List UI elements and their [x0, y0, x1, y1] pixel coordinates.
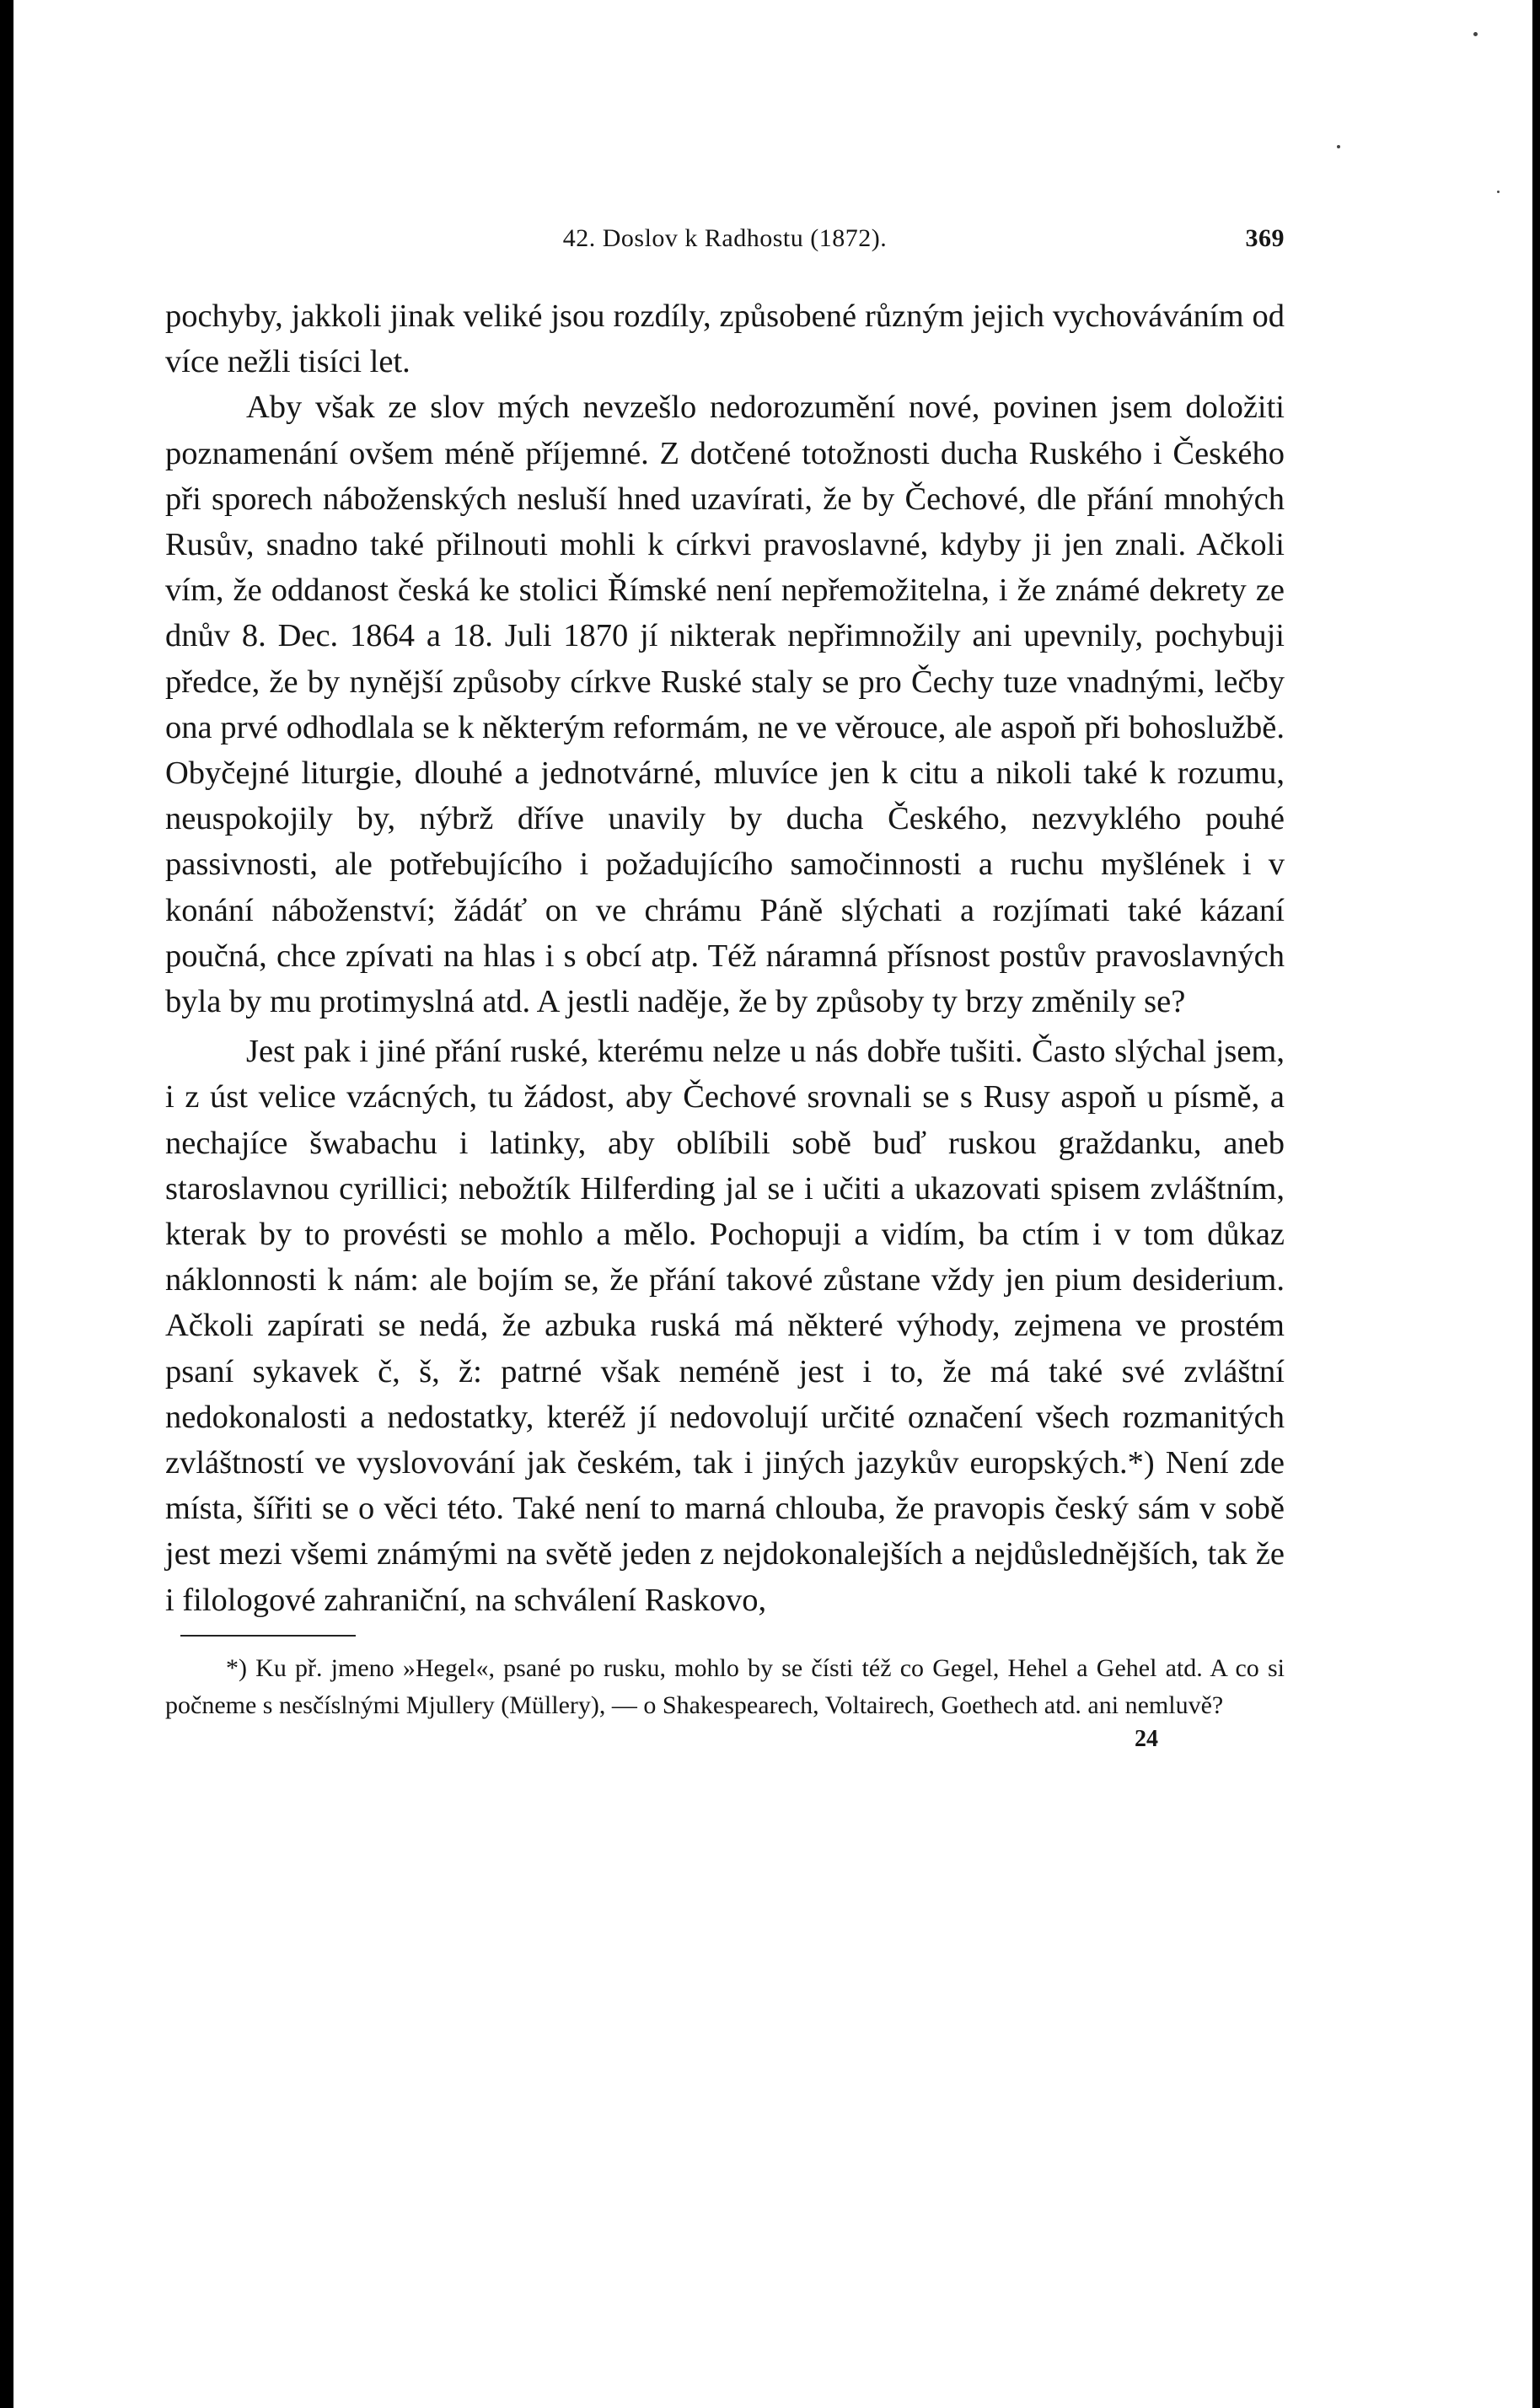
scan-edge-left [0, 0, 13, 2408]
paragraph: Aby však ze slov mých nevzešlo nedorozumění nové, povinen jsem doložiti poznamenání ovšem méně příjemné. Z dotčené totožnosti ducha Ruského i Českého při sporech náboženských nesluší hned uzavírati, že by Čechové, dle přání mnohých Rusův, snadno také přilnouti mohli k církvi pravoslavné, kdyby ji jen znali. Ačkoli vím, že oddanost česká ke stolici Římské není nepřemožitelna, i že známé dekrety ze dnův 8. Dec. 1864 a 18. Juli 1870 jí nikterak nepřimnožily ani upevnily, pochybuji předce, že by nynější způsoby církve Ruské staly se pro Čechy tuze vnadnými, lečby ona prvé odhodlala se k některým reformám, ne ve věrouce, ale aspoň při bohoslužbě. Obyčejné liturgie, dlouhé a jednotvárné, mluvíce jen k citu a nikoli také k rozumu, neuspokojily by, nýbrž dříve unavily by ducha Českého, nezvyklého pouhé passivnosti, ale potřebujícího i požadujícího samočinnosti a ruchu myšlének i v konání náboženství; žádáť on ve chrámu Páně slýchati a rozjímati také kázaní poučná, chce zpívati na hlas i s obcí atp. Též náramná přísnost postův pravoslavných byla by mu protimyslná atd. A jestli naděje, že by způsoby ty brzy změnily se? [165, 390, 1285, 1020]
paragraph-continuation: pochyby, jakkoli jinak veliké jsou rozdíly, způsobené různým jejich vychováváním od více nežli tisíci let. [165, 298, 1285, 380]
scan-speck [1337, 145, 1340, 148]
signature-mark: 24 [1135, 1725, 1158, 1752]
page-number: 369 [1245, 224, 1285, 252]
scan-speck [1497, 191, 1500, 193]
scan-speck [1473, 32, 1478, 36]
paragraph: Jest pak i jiné přání ruské, kterému nelze u nás dobře tušiti. Často slýchal jsem, i z úst velice vzácných, tu žádost, aby Čechové srovnali se s Rusy aspoň u písmě, a nechajíce šwabachu i latinky, aby oblíbili sobě buď ruskou graždanku, aneb staroslavnou cyrillici; nebožtík Hilferding jal se i učiti a ukazovati spisem zvláštním, kterak by to provésti se mohlo a mělo. Pochopuji a vidím, ba ctím i v tom důkaz náklonnosti k nám: ale bojím se, že přání takové zůstane vždy jen pium desiderium. Ačkoli zapírati se nedá, že azbuka ruská má některé výhody, zejmena ve prostém psaní sykavek č, š, ž: patrné však neméně jest i to, že má také své zvláštní nedokonalosti a nedostatky, kteréž jí nedovolují určité označení všech rozmanitých zvláštností ve vyslovování jak českém, tak i jiných jazykův europských.*) Není zde místa, šířiti se o věci této. Také není to marná chlouba, že pravopis český sám v sobě jest mezi všemi známými na světě jeden z nejdokonalejších a nejdůslednějších, tak že i filologové zahraniční, na schválení Raskovo, [165, 1034, 1285, 1618]
footnote: *) Ku př. jmeno »Hegel«, psané po rusku, mohlo by se čísti též co Gegel, Hehel a Gehel atd. A co si počneme s nesčíslnými Mjullery (Müllery), — o Shakespearech, Voltairech, Goethech atd. ani nemluvě? [165, 1653, 1285, 1719]
scan-edge-right [1532, 0, 1540, 2408]
body-text [165, 293, 1285, 1623]
book-page [165, 224, 1285, 1753]
footnote-rule [180, 1635, 356, 1637]
running-title: 42. Doslov k Radhostu (1872). [562, 224, 888, 252]
running-head [165, 224, 1285, 265]
